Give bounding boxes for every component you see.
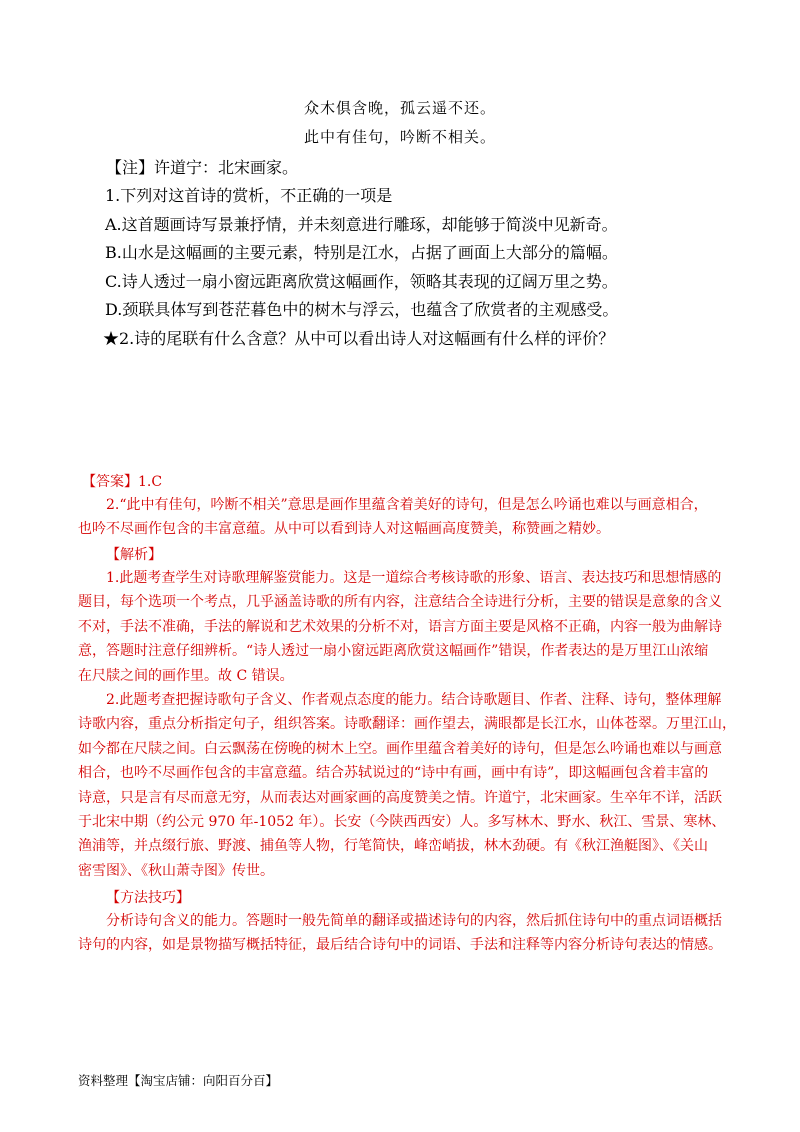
- method-line: 诗句的内容，如是景物描写概括特征，最后结合诗句中的词语、手法和注释等内容分析诗句表达的情感。: [78, 937, 722, 954]
- analysis-p2-line: 诗意，只是言有尽而意无穷，从而表达对画家画的高度赞美之情。许道宁，北宋画家。生卒年不详，活跃: [78, 789, 722, 806]
- footer-credit: 资料整理【淘宝店铺：向阳百分百】: [78, 1073, 279, 1088]
- note: 【注】许道宁：北宋画家。: [106, 158, 299, 177]
- analysis-p2-line: 2.此题考查把握诗歌句子含义、作者观点态度的能力。结合诗歌题目、作者、注释、诗句，整体理解: [106, 692, 722, 708]
- poem-line-2: 此中有佳句，吟断不相关。: [303, 128, 496, 146]
- answer-label: 【答案】1.C: [82, 474, 163, 490]
- method-line: 分析诗句含义的能力。答题时一般先简单的翻译或描述诗句的内容，然后抓住诗句中的重点词语概括: [106, 913, 722, 929]
- analysis-p2-line: 如今都在尺牍之间。白云飘荡在傍晚的树木上空。画作里蕴含着美好的诗句，但是怎么吟诵也难以与画意: [78, 740, 722, 757]
- analysis-p2-line: 诗歌内容，重点分析指定句子，组织答案。诗歌翻译：画作望去，满眼都是长江水，山体苍翠。万里江山，: [78, 716, 736, 733]
- analysis-p2-line: 相合，也吟不尽画作包含的丰富意蕴。结合苏轼说过的“诗中有画，画中有诗”，即这幅画包含着丰富的: [78, 765, 709, 782]
- analysis-p2-line: 渔浦等，并点缀行旅、野渡、捕鱼等人物，行笔简快，峰峦峭拔，林木劲硬。有《秋江渔艇图》、《关山: [78, 838, 708, 855]
- method-label: 【方法技巧】: [106, 890, 190, 906]
- question-1-stem: 1.下列对这首诗的赏析，不正确的一项是: [105, 186, 393, 205]
- analysis-p1-line: 题目，每个选项一个考点，几乎涵盖诗歌的所有内容，注意结合全诗进行分析，主要的错误是意象的含义: [78, 594, 722, 611]
- analysis-p1-line: 1.此题考查学生对诗歌理解鉴赏能力。这是一道综合考核诗歌的形象、语言、表达技巧和思想情感的: [106, 570, 722, 586]
- analysis-p2-line: 于北宋中期（约公元 970 年-1052 年）。长安（今陕西西安）人。多写林木、野水、秋江、雪景、寒林、: [78, 814, 726, 831]
- analysis-label: 【解析】: [106, 547, 162, 563]
- analysis-p1-line: 意，答题时注意仔细辨析。“诗人透过一扇小窗远距离欣赏这幅画作”错误，作者表达的是万里江山浓缩: [78, 643, 709, 660]
- analysis-p2-line: 密雪图》、《秋山萧寺图》传世。: [78, 862, 274, 879]
- question-2: ★2.诗的尾联有什么含意？从中可以看出诗人对这幅画有什么样的评价？: [103, 329, 615, 348]
- analysis-p1-line: 在尺牍之间的画作里。故 C 错误。: [78, 667, 294, 684]
- answer-q2: [78, 493, 724, 542]
- question-1-option-b: B.山水是这幅画的主要元素，特别是江水，占据了画面上大部分的篇幅。: [105, 243, 618, 262]
- analysis-p1-line: 不对，手法不准确，手法的解说和艺术效果的分析不对，语言方面主要是风格不正确，内容一般为曲解诗: [78, 618, 722, 635]
- question-1-option-a: A.这首题画诗写景兼抒情，并未刻意进行雕琢，却能够于简淡中见新奇。: [105, 215, 618, 234]
- question-1-option-c: C.诗人透过一扇小窗远距离欣赏这幅画作，领略其表现的辽阔万里之势。: [105, 272, 618, 291]
- poem-line-1: 众木俱含晚，孤云遥不还。: [303, 99, 496, 117]
- question-1-option-d: D.颈联具体写到苍茫暮色中的树木与浮云，也蕴含了欣赏者的主观感受。: [105, 300, 619, 319]
- analysis-paragraph-2: [78, 688, 736, 883]
- answer-q2-line: 2.“此中有佳句，吟断不相关”意思是画作里蕴含着美好的诗句，但是怎么吟诵也难以与画意相合，: [106, 497, 708, 513]
- method-paragraph: [78, 909, 724, 958]
- answer-q2-line: 也吟不尽画作包含的丰富意蕴。从中可以看到诗人对这幅画高度赞美，称赞画之精妙。: [78, 521, 610, 538]
- analysis-paragraph-1: [78, 566, 724, 688]
